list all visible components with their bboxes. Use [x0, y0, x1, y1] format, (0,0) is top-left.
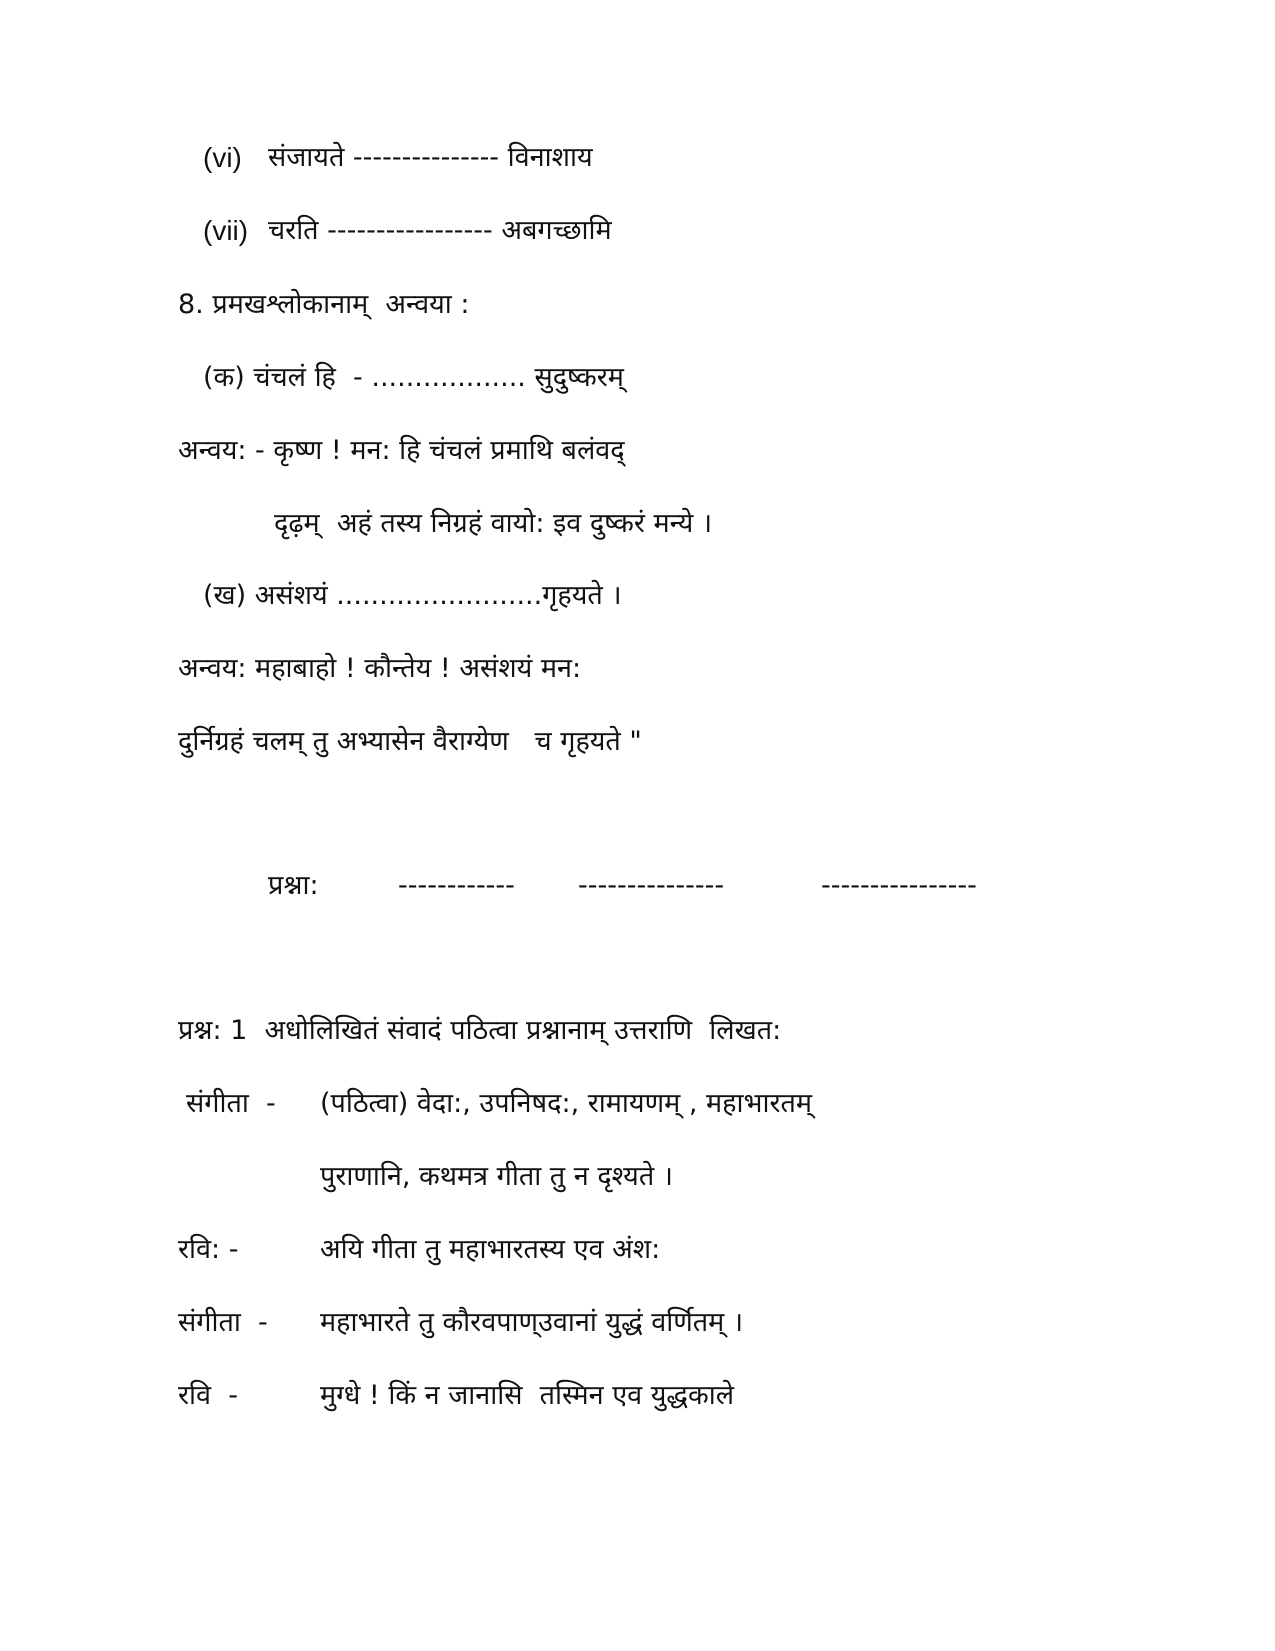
- question-blank-3: ----------------: [821, 870, 977, 901]
- dialogue-speaker: संगीता -: [186, 1088, 276, 1119]
- shloka-kha-anvaya-line-1: अन्वय: महाबाहो ! कौन्तेय ! असंशयं मन:: [178, 653, 582, 684]
- shloka-kha-anvaya-line-2: दुर्निग्रहं चलम् तु अभ्यासेन वैराग्येण च गृहयते ": [178, 726, 642, 757]
- question-1-heading: प्रश्न: 1 अधोलिखितं संवादं पठित्वा प्रश्नानाम् उत्तराणि लिखत:: [178, 1015, 782, 1046]
- dialogue-line: अयि गीता तु महाभारतस्य एव अंश:: [320, 1234, 661, 1265]
- item-vii-number: (vii): [203, 215, 249, 246]
- dialogue-line: महाभारते तु कौरवपाण्उवानां युद्धं वर्णितम् ।: [320, 1307, 744, 1338]
- shloka-ka-anvaya-line-2: दृढ़म् अहं तस्य निग्रहं वायो: इव दुष्करं मन्ये ।: [274, 508, 713, 539]
- item-vi-number: (vi): [203, 142, 242, 173]
- question-blank-1: ------------: [398, 870, 515, 901]
- questions-label: प्रश्ना:: [268, 870, 319, 901]
- dialogue-line: (पठित्वा) वेदा:, उपनिषद:, रामायणम् , महाभारतम्: [320, 1088, 813, 1119]
- item-vii-text: चरति ----------------- अबगच्छामि: [268, 215, 612, 246]
- section-8-heading: 8. प्रमखश्लोकानाम् अन्वया :: [178, 289, 470, 320]
- dialogue-speaker: संगीता -: [178, 1307, 268, 1338]
- shloka-kha-label: (ख) असंशयं ........................गृहयते ।: [203, 580, 622, 611]
- dialogue-line: मुग्धे ! किं न जानासि तस्मिन एव युद्धकाले: [320, 1380, 735, 1411]
- shloka-ka-anvaya-line-1: अन्वय: - कृष्ण ! मन: हि चंचलं प्रमाथि बलंवद्: [178, 435, 625, 466]
- dialogue-speaker: रवि: -: [178, 1234, 239, 1265]
- dialogue-line: पुराणानि, कथमत्र गीता तु न दृश्यते ।: [320, 1161, 674, 1192]
- dialogue-speaker: रवि -: [178, 1380, 238, 1411]
- item-vi-text: संजायते --------------- विनाशाय: [268, 142, 593, 173]
- shloka-ka-label: (क) चंचलं हि - .................. सुदुष्करम्: [203, 362, 624, 393]
- question-blank-2: ---------------: [578, 870, 725, 901]
